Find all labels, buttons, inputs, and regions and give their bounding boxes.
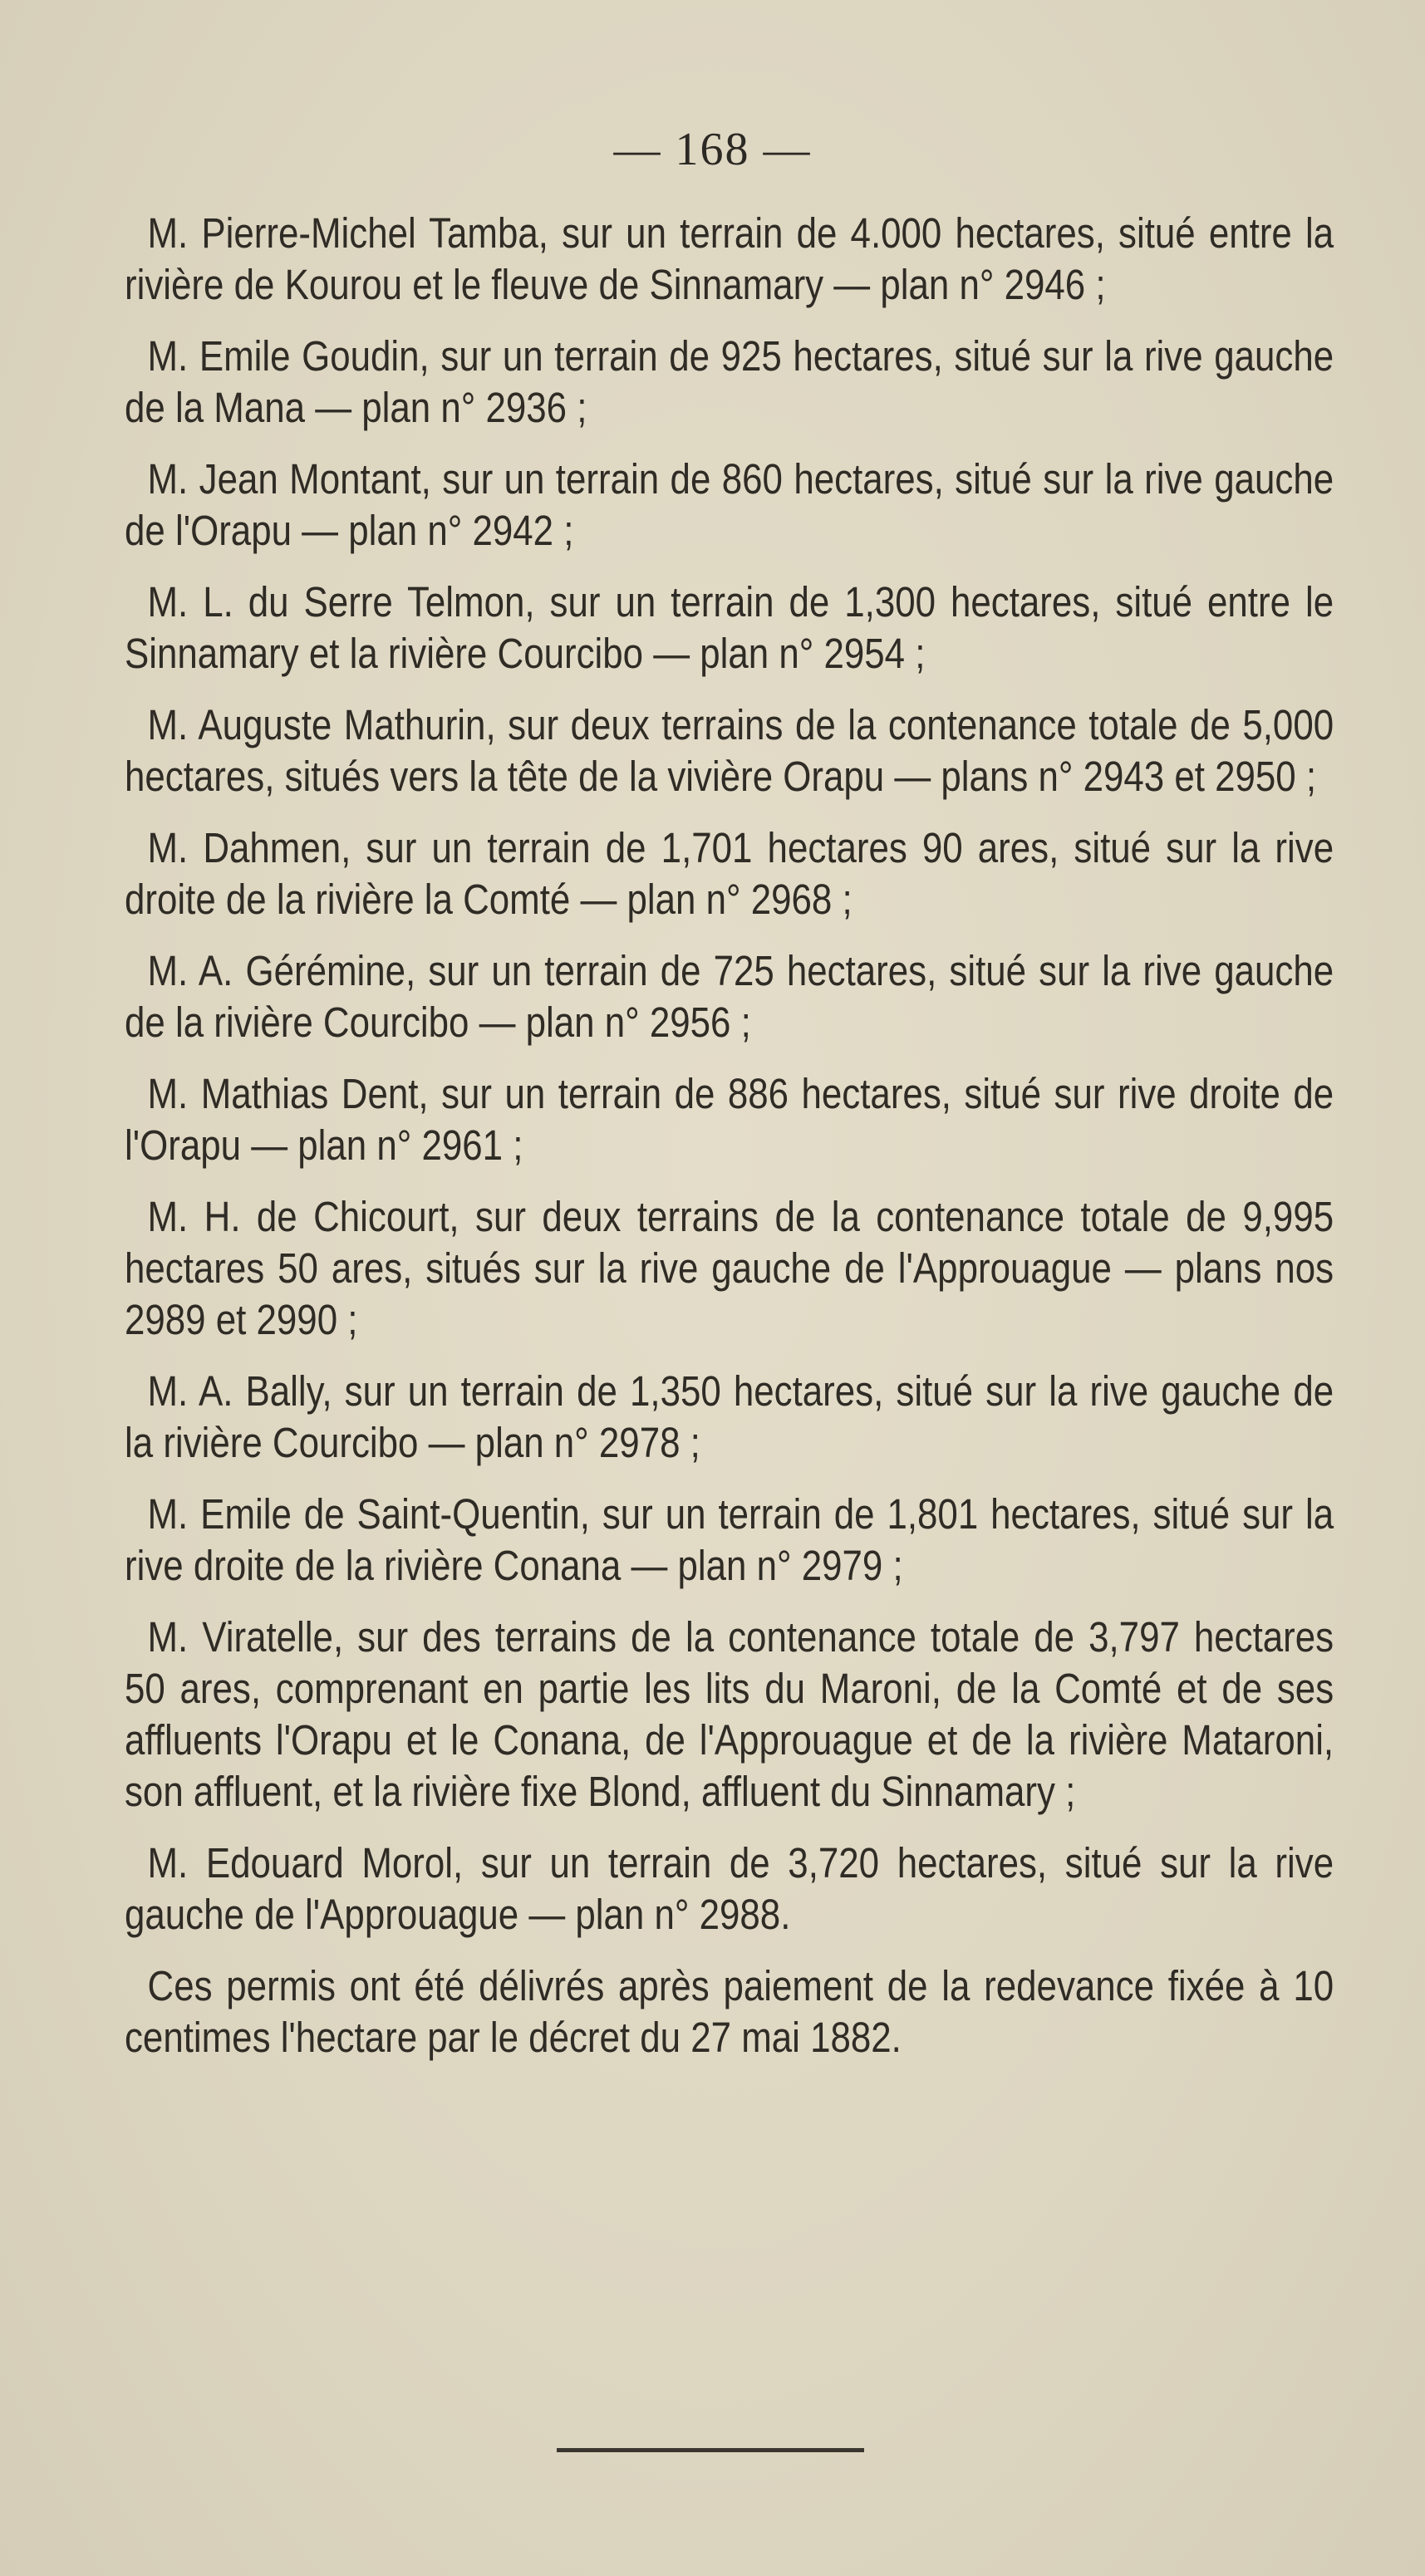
permit-entry: M. Jean Montant, sur un terrain de 860 hectares, situé sur la rive gauche de l'Orapu — plan n° 2942 ; <box>125 455 1334 554</box>
permit-entry: M. Emile Goudin, sur un terrain de 925 hectares, situé sur la rive gauche de la Mana — plan n° 2936 ; <box>125 332 1334 431</box>
permit-entry: M. Auguste Mathurin, sur deux terrains de la contenance totale de 5,000 hectares, situés vers la tête de la vivière Orapu — plans n° 2943 et 2950 ; <box>125 701 1334 800</box>
permit-entry: M. Pierre-Michel Tamba, sur un terrain de 4.000 hectares, situé entre la rivière de Kourou et le fleuve de Sinnamary — plan n° 2946 ; <box>125 209 1334 308</box>
permit-entry: M. Dahmen, sur un terrain de 1,701 hectares 90 ares, situé sur la rive droite de la rivière la Comté — plan n° 2968 ; <box>125 824 1334 923</box>
permit-entry: M. Emile de Saint-Quentin, sur un terrain de 1,801 hectares, situé sur la rive droite de la rivière Conana — plan n° 2979 ; <box>125 1490 1334 1589</box>
permit-entry: M. L. du Serre Telmon, sur un terrain de 1,300 hectares, situé entre le Sinnamary et la rivière Courcibo — plan n° 2954 ; <box>125 578 1334 677</box>
permit-entry: M. Edouard Morol, sur un terrain de 3,720 hectares, situé sur la rive gauche de l'Approuague — plan n° 2988. <box>125 1839 1334 1938</box>
permit-entry: M. Mathias Dent, sur un terrain de 886 hectares, situé sur rive droite de l'Orapu — plan n° 2961 ; <box>125 1070 1334 1169</box>
closing-paragraph: Ces permis ont été délivrés après paiement de la redevance fixée à 10 centimes l'hectare par le décret du 27 mai 1882. <box>125 1962 1334 2061</box>
permit-entry: M. A. Gérémine, sur un terrain de 725 hectares, situé sur la rive gauche de la rivière Courcibo — plan n° 2956 ; <box>125 947 1334 1046</box>
page-number: — 168 — <box>613 124 812 175</box>
permit-entry: M. Viratelle, sur des terrains de la contenance totale de 3,797 hectares 50 ares, comprenant en partie les lits du Maroni, de la Comté et de ses affluents l'Orapu et le Conana, de l'Approuague et de la rivière Mataroni, son affluent, et la rivière fixe Blond, affluent du Sinnamary ; <box>125 1613 1334 1815</box>
end-rule <box>557 2448 864 2452</box>
permit-entry: M. A. Bally, sur un terrain de 1,350 hectares, situé sur la rive gauche de la rivière Courcibo — plan n° 2978 ; <box>125 1367 1334 1466</box>
body-text <box>125 208 1334 2083</box>
permit-entry: M. H. de Chicourt, sur deux terrains de la contenance totale de 9,995 hectares 50 ares, situés sur la rive gauche de l'Approuague — plans nos 2989 et 2990 ; <box>125 1193 1334 1343</box>
